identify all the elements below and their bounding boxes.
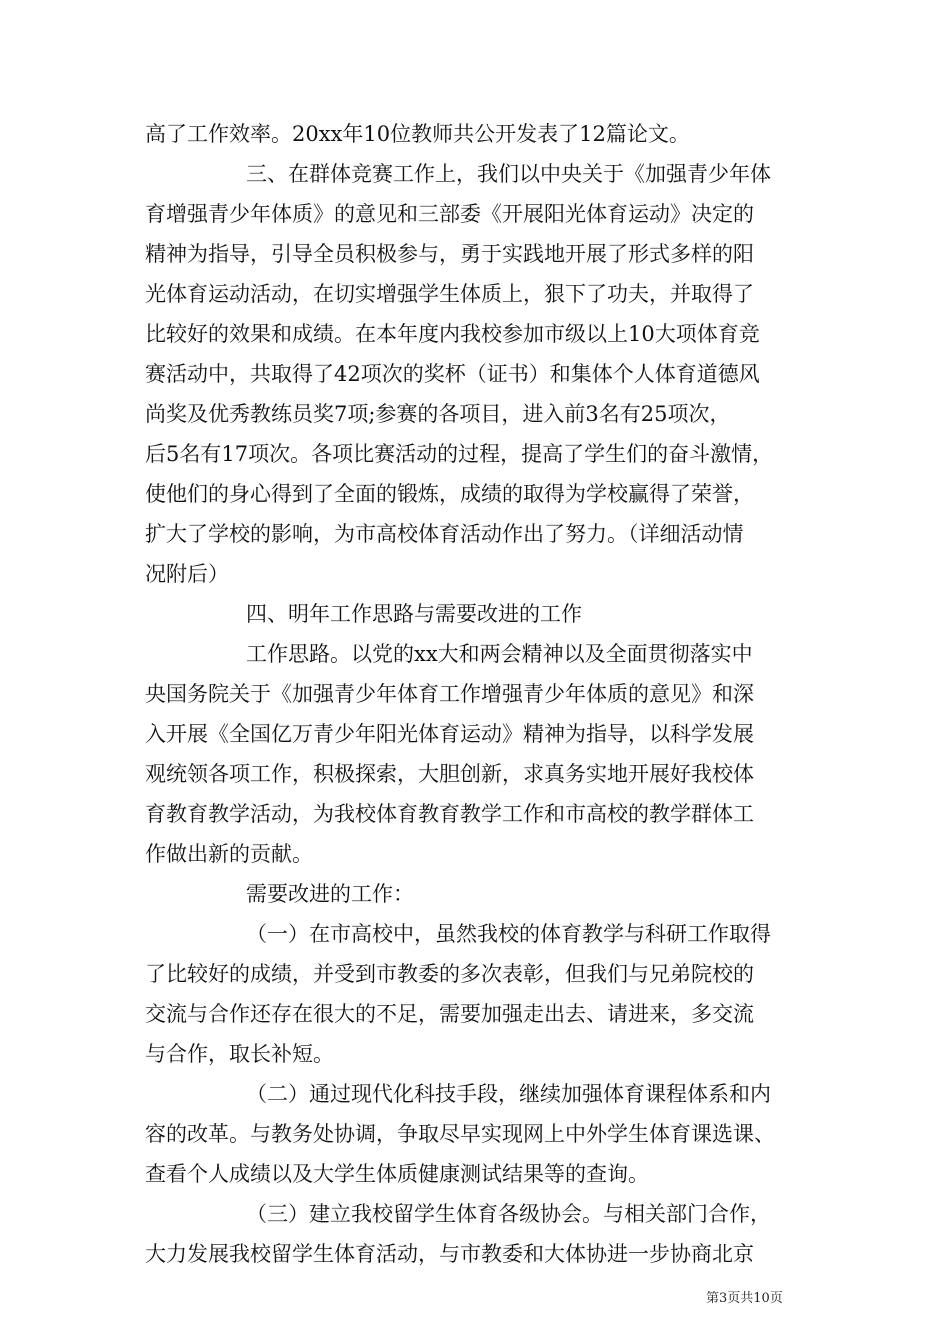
text-line: 交流与合作还存在很大的不足，需要加强走出去、请进来，多交流	[145, 1002, 754, 1026]
text-line: 大力发展我校留学生体育活动，与市教委和大体协进一步协商北京	[145, 1242, 754, 1266]
text-line: 容的改革。与教务处协调，争取尽早实现网上中外学生体育课选课、	[145, 1122, 775, 1146]
text-line: 央国务院关于《加强青少年体育工作增强青少年体质的意见》和深	[145, 682, 754, 706]
text-line: 后5名有17项次。各项比赛活动的过程，提高了学生们的奋斗激情，	[145, 442, 774, 466]
text-line: 光体育运动活动，在切实增强学生体质上，狠下了功夫，并取得了	[145, 282, 754, 306]
text-line: 比较好的效果和成绩。在本年度内我校参加市级以上10大项体育竞	[145, 322, 760, 346]
text-line: 扩大了学校的影响，为市高校体育活动作出了努力。（详细活动情	[145, 522, 744, 546]
subheading: 需要改进的工作：	[246, 882, 414, 906]
text-line: 育增强青少年体质》的意见和三部委《开展阳光体育运动》决定的	[145, 202, 754, 226]
page-number: 第3页共10页	[706, 1291, 783, 1306]
text-line: 与合作，取长补短。	[145, 1042, 334, 1066]
text-line: 观统领各项工作，积极探索，大胆创新，求真务实地开展好我校体	[145, 762, 754, 786]
text-line: （一）在市高校中，虽然我校的体育教学与科研工作取得	[246, 922, 771, 946]
text-line: 使他们的身心得到了全面的锻炼，成绩的取得为学校赢得了荣誉，	[145, 482, 754, 506]
text-line: 育教育教学活动，为我校体育教育教学工作和市高校的教学群体工	[145, 802, 754, 826]
text-line: 查看个人成绩以及大学生体质健康测试结果等的查询。	[145, 1162, 649, 1186]
text-line: （三）建立我校留学生体育各级协会。与相关部门合作，	[246, 1202, 771, 1226]
text-line: 工作思路。以党的xx大和两会精神以及全面贯彻落实中	[246, 642, 753, 666]
text-line: 赛活动中，共取得了42项次的奖杯（证书）和集体个人体育道德风	[145, 362, 760, 386]
text-line: 精神为指导，引导全员积极参与，勇于实践地开展了形式多样的阳	[145, 242, 754, 266]
text-line: 况附后）	[145, 562, 229, 586]
section-heading-3: 三、在群体竞赛工作上，我们以中央关于《加强青少年体	[246, 162, 771, 186]
text-line: （二）通过现代化科技手段，继续加强体育课程体系和内	[246, 1082, 771, 1106]
section-heading-4: 四、明年工作思路与需要改进的工作	[246, 602, 582, 626]
text-line: 作做出新的贡献。	[145, 842, 313, 866]
text-line: 了比较好的成绩，并受到市教委的多次表彰，但我们与兄弟院校的	[145, 962, 754, 986]
text-line: 高了工作效率。20xx年10位教师共公开发表了12篇论文。	[145, 122, 690, 146]
text-line: 尚奖及优秀教练员奖7项;参赛的各项目，进入前3名有25项次，	[145, 402, 731, 426]
text-line: 入开展《全国亿万青少年阳光体育运动》精神为指导，以科学发展	[145, 722, 754, 746]
